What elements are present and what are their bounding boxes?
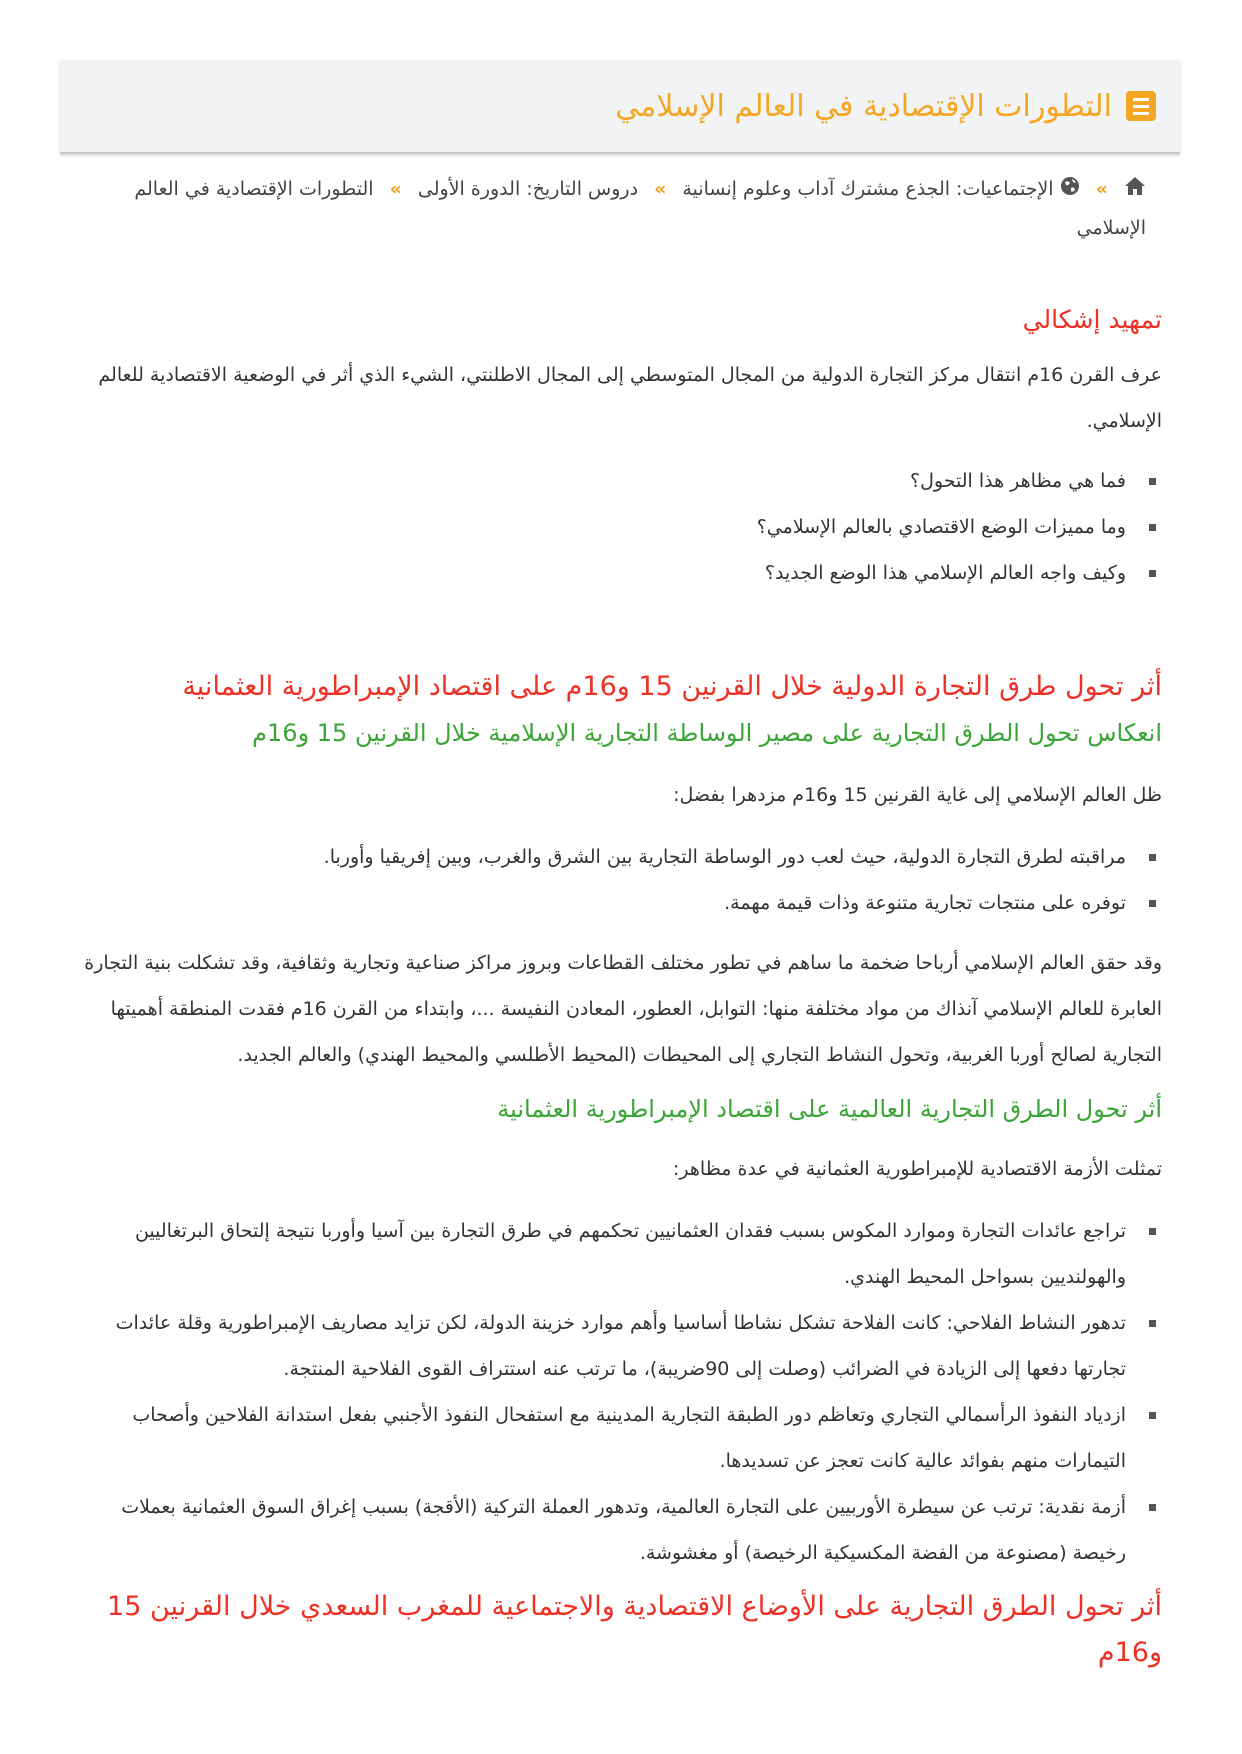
list-item: وكيف واجه العالم الإسلامي هذا الوضع الجديد؟: [80, 550, 1162, 596]
breadcrumb-separator: »: [1095, 178, 1108, 200]
breadcrumb-item-current: التطورات الإقتصادية في العالم الإسلامي: [134, 178, 1146, 239]
section-heading: أثر تحول الطرق التجارية على الأوضاع الاقتصادية والاجتماعية للمغرب السعدي خلال القرنين 15 و16م: [107, 1591, 1162, 1668]
list-item: تدهور النشاط الفلاحي: كانت الفلاحة تشكل نشاطا أساسيا وأهم موارد خزينة الدولة، لكن تزايد مصاريف الإمبراطورية وقلة عائدات تجارتها دفعها إلى الزيادة في الضرائب (وصلت إلى 90ضريبة)، ما ترتب عنه استتراف القوى الفلاحية المنتجة.: [80, 1300, 1162, 1392]
subsection-intro: ظل العالم الإسلامي إلى غاية القرنين 15 و16م مزدهرا بفضل:: [673, 784, 1162, 806]
document-icon: [1126, 91, 1156, 121]
list-item: ازدياد النفوذ الرأسمالي التجاري وتعاظم دور الطبقة التجارية المدينية مع استفحال النفوذ الأجنبي بفعل استدانة الفلاحين وأصحاب التيمارات منهم بفوائد عالية كانت تعجز عن تسديدها.: [80, 1392, 1162, 1484]
breadcrumb-separator: »: [654, 178, 667, 200]
breadcrumb-separator: »: [389, 178, 402, 200]
list-item: توفره على منتجات تجارية متنوعة وذات قيمة مهمة.: [80, 880, 1162, 926]
crisis-list: [80, 1208, 1162, 1576]
list-item: فما هي مظاهر هذا التحول؟: [80, 458, 1162, 504]
subsection-ottoman-crisis: [80, 1086, 1162, 1576]
list-item: وما مميزات الوضع الاقتصادي بالعالم الإسلامي؟: [80, 504, 1162, 550]
section-morocco: [80, 1584, 1162, 1676]
subsection-paragraph: وقد حقق العالم الإسلامي أرباحا ضخمة ما ساهم في تطور مختلف القطاعات وبروز مراكز صناعية وتجارية وثقافية، وقد تشكلت بنية التجارة العابرة للعالم الإسلامي آنذاك من مواد مختلفة منها: التوابل، العطور، المعادن النفيسة ...، وابتداء من القرن 16م فقدت المنطقة أهميتها التجارية لصالح أوربا الغربية، وتحول النشاط التجاري إلى المحيطات (المحيط الأطلسي والمحيط الهندي) والعالم الجديد.: [84, 952, 1162, 1066]
intro-paragraph: عرف القرن 16م انتقال مركز التجارة الدولية من المجال المتوسطي إلى المجال الاطلنتي، الشيء الذي أثر في الوضعية الاقتصادية للعالم الإسلامي.: [98, 364, 1162, 432]
prosperity-list: [80, 834, 1162, 926]
title-bar: [60, 60, 1180, 154]
question-list: [80, 458, 1162, 596]
subsection-heading: انعكاس تحول الطرق التجارية على مصير الوساطة التجارية الإسلامية خلال القرنين 15 و16م: [252, 719, 1162, 747]
section-ottoman: [80, 664, 1162, 1078]
list-item: أزمة نقدية: ترتب عن سيطرة الأوربيين على التجارة العالمية، وتدهور العملة التركية (الأقجة) بسبب إغراق السوق العثمانية بعملات رخيصة (مصنوعة من الفضة المكسيكية الرخيصة) أو مغشوشة.: [80, 1484, 1162, 1576]
breadcrumb-item-social-studies[interactable]: الإجتماعيات: الجذع مشترك آداب وعلوم إنسانية: [682, 178, 1054, 200]
list-item: مراقبته لطرق التجارة الدولية، حيث لعب دور الوساطة التجارية بين الشرق والغرب، وبين إفريقيا وأوربا.: [80, 834, 1162, 880]
globe-icon: [1060, 171, 1080, 209]
subsection-heading: أثر تحول الطرق التجارية العالمية على اقتصاد الإمبراطورية العثمانية: [497, 1095, 1162, 1123]
home-icon[interactable]: [1124, 171, 1146, 209]
breadcrumb: [120, 170, 1146, 247]
breadcrumb-item-history-lessons[interactable]: دروس التاريخ: الدورة الأولى: [417, 178, 639, 200]
section-heading: أثر تحول طرق التجارة الدولية خلال القرنين 15 و16م على اقتصاد الإمبراطورية العثمانية: [182, 671, 1162, 702]
list-item: تراجع عائدات التجارة وموارد المكوس بسبب فقدان العثمانيين تحكمهم في طرق التجارة بين آسيا وأوربا نتيجة إلتحاق البرتغاليين والهولنديين بسواحل المحيط الهندي.: [80, 1208, 1162, 1300]
page-title: التطورات الإقتصادية في العالم الإسلامي: [615, 88, 1112, 124]
subsection-intro: تمثلت الأزمة الاقتصادية للإمبراطورية العثمانية في عدة مظاهر:: [673, 1158, 1162, 1180]
intro-section: [80, 298, 1162, 596]
intro-heading: تمهيد إشكالي: [1022, 305, 1162, 334]
